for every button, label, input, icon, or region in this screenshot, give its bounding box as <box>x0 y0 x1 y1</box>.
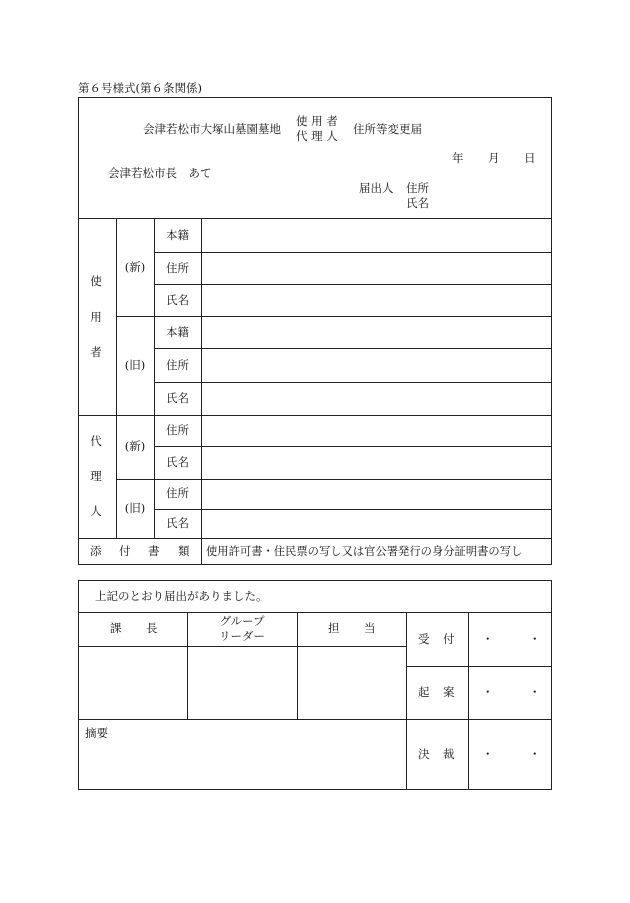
title-suffix: 住所等変更届 <box>353 122 422 136</box>
user-old-address-field[interactable] <box>202 349 551 382</box>
date-year: 年 <box>452 151 464 165</box>
user-new-address-label: 住所 <box>166 261 189 275</box>
applicant-address-label: 住所 <box>406 181 429 195</box>
tanto-char-1: 担 <box>328 621 340 635</box>
role-user: 使 用 者 <box>296 114 338 128</box>
agent-old-address-label: 住所 <box>166 486 189 500</box>
kian-char-2: 案 <box>443 685 455 699</box>
user-new-address-field[interactable] <box>202 253 551 284</box>
user-group-char-3: 者 <box>90 345 102 359</box>
user-old-name-field[interactable] <box>202 383 551 415</box>
title-prefix: 会津若松市大塚山墓園墓地 <box>143 122 281 136</box>
uketsuke-dot-2: ・ <box>529 632 541 646</box>
tanto-char-2: 当 <box>364 621 376 635</box>
agent-new-address-field[interactable] <box>202 416 551 446</box>
attachments-value: 使用許可書・住民票の写し又は官公署発行の身分証明書の写し <box>206 545 523 558</box>
group-leader-line-2: リーダー <box>219 629 265 643</box>
form-number: 第６号様式(第６条関係) <box>78 81 202 95</box>
agent-new-address-label: 住所 <box>166 423 189 437</box>
kian-char-1: 起 <box>418 685 430 699</box>
addressee: 会津若松市長 あて <box>108 166 212 180</box>
user-new-name-label: 氏名 <box>166 293 189 307</box>
kessai-char-1: 決 <box>418 747 430 761</box>
user-old-honseki-label: 本籍 <box>166 325 189 339</box>
applicant-label: 届出人 <box>359 181 394 195</box>
agent-old-name-label: 氏名 <box>166 516 189 530</box>
user-new-honseki-field[interactable] <box>202 219 551 252</box>
kian-dot-1: ・ <box>482 685 494 699</box>
user-old-label: (旧) <box>124 358 146 372</box>
applicant-name-label: 氏名 <box>406 196 429 210</box>
attachments-char-4: 類 <box>178 544 190 558</box>
kessai-char-2: 裁 <box>443 747 455 761</box>
attachments-char-1: 添 <box>90 544 102 558</box>
date-day: 日 <box>524 151 536 165</box>
agent-new-name-label: 氏名 <box>166 455 189 469</box>
agent-group-char-1: 代 <box>90 434 102 448</box>
agent-old-name-field[interactable] <box>202 510 551 538</box>
role-agent: 代 理 人 <box>296 129 338 143</box>
user-new-honseki-label: 本籍 <box>166 228 189 242</box>
user-old-address-label: 住所 <box>166 358 189 372</box>
user-group-char-2: 用 <box>90 310 102 324</box>
agent-old-address-field[interactable] <box>202 480 551 509</box>
user-new-label: (新) <box>124 260 146 274</box>
agent-group-char-2: 理 <box>90 469 102 483</box>
kessai-dot-1: ・ <box>482 747 494 761</box>
group-leader-line-1: グループ <box>219 614 265 628</box>
user-old-name-label: 氏名 <box>166 391 189 405</box>
uketsuke-char-2: 付 <box>443 632 455 646</box>
uketsuke-char-1: 受 <box>418 632 430 646</box>
user-new-name-field[interactable] <box>202 285 551 316</box>
tekiyo-label: 摘要 <box>85 726 108 740</box>
uketsuke-dot-1: ・ <box>482 632 494 646</box>
kacho-char-1: 課 <box>110 621 122 635</box>
agent-new-label: (新) <box>124 439 146 453</box>
attachments-char-2: 付 <box>119 544 131 558</box>
user-old-honseki-field[interactable] <box>202 317 551 348</box>
user-group-char-1: 使 <box>90 274 102 288</box>
date-month: 月 <box>488 151 500 165</box>
kessai-dot-2: ・ <box>529 747 541 761</box>
kacho-char-2: 長 <box>146 621 158 635</box>
agent-group-char-3: 人 <box>90 504 102 518</box>
attachments-char-3: 書 <box>148 544 160 558</box>
received-note: 上記のとおり届出がありました。 <box>95 589 268 603</box>
agent-new-name-field[interactable] <box>202 447 551 479</box>
agent-old-label: (旧) <box>124 501 146 515</box>
kian-dot-2: ・ <box>529 685 541 699</box>
